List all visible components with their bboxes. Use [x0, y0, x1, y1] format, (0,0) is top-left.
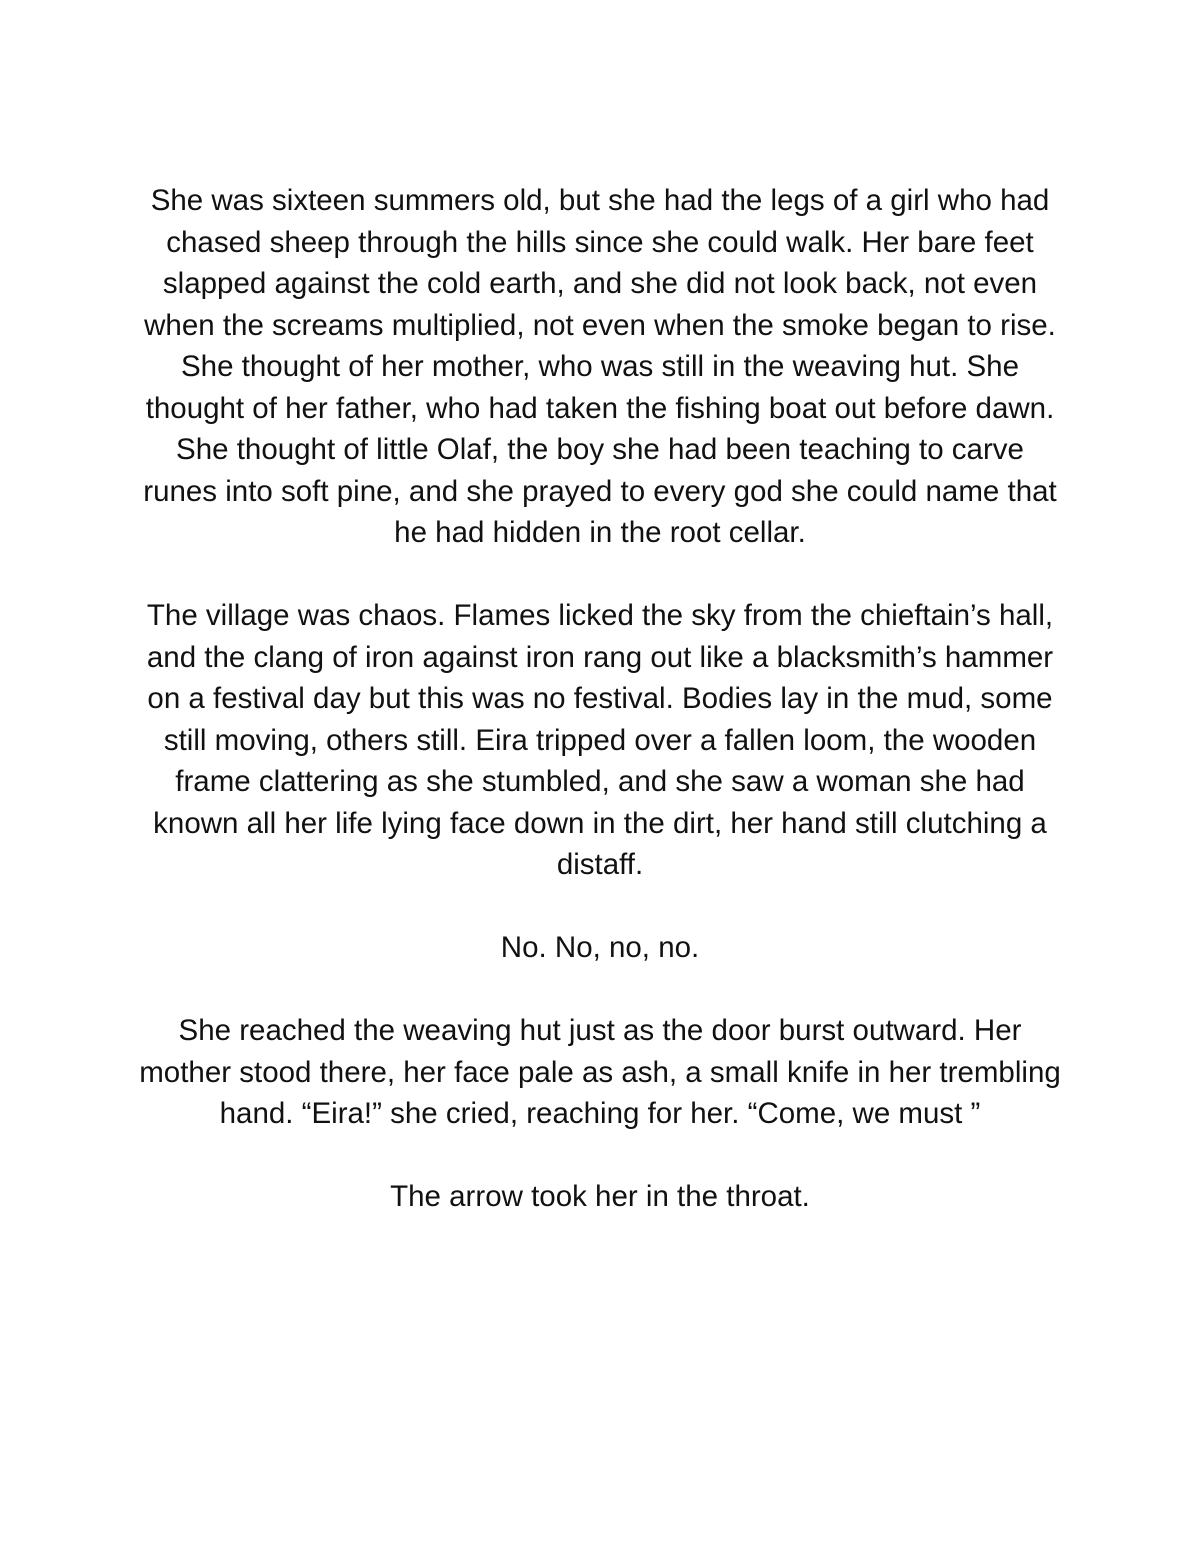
paragraph-1: She was sixteen summers old, but she had the legs of a girl who had chased sheep through the hills since she could walk. Her bare feet slapped against the cold earth, and she did not look back, not even when the screams multiplied, not even when the smoke began to rise. She thought of her mother, who was still in the weaving hut. She thought of her father, who had taken the fishing boat out before dawn. She thought of little Olaf, the boy she had been teaching to carve runes into soft pine, and she prayed to every god she could name that he had hidden in the root cellar.: [143, 184, 1057, 549]
paragraph-2: The village was chaos. Flames licked the sky from the chieftain’s hall, and the clang of iron against iron rang out like a blacksmith’s hammer on a festival day but this was no festival. Bodies lay in the mud, some still moving, others still. Eira tripped over a fallen loom, the wooden frame clattering as she stumbled, and she saw a woman she had known all her life lying face down in the dirt, her hand still clutching a distaff.: [146, 599, 1054, 881]
paragraph-4: She reached the weaving hut just as the door burst outward. Her mother stood there, her face pale as ash, a small knife in her trembling hand. “Eira!” she cried, reaching for her. “Come, we must ”: [139, 1014, 1061, 1130]
paragraph-5: The arrow took her in the throat.: [390, 1180, 810, 1213]
document-body: [138, 180, 1062, 1259]
paragraph-3: No. No, no, no.: [500, 931, 700, 964]
